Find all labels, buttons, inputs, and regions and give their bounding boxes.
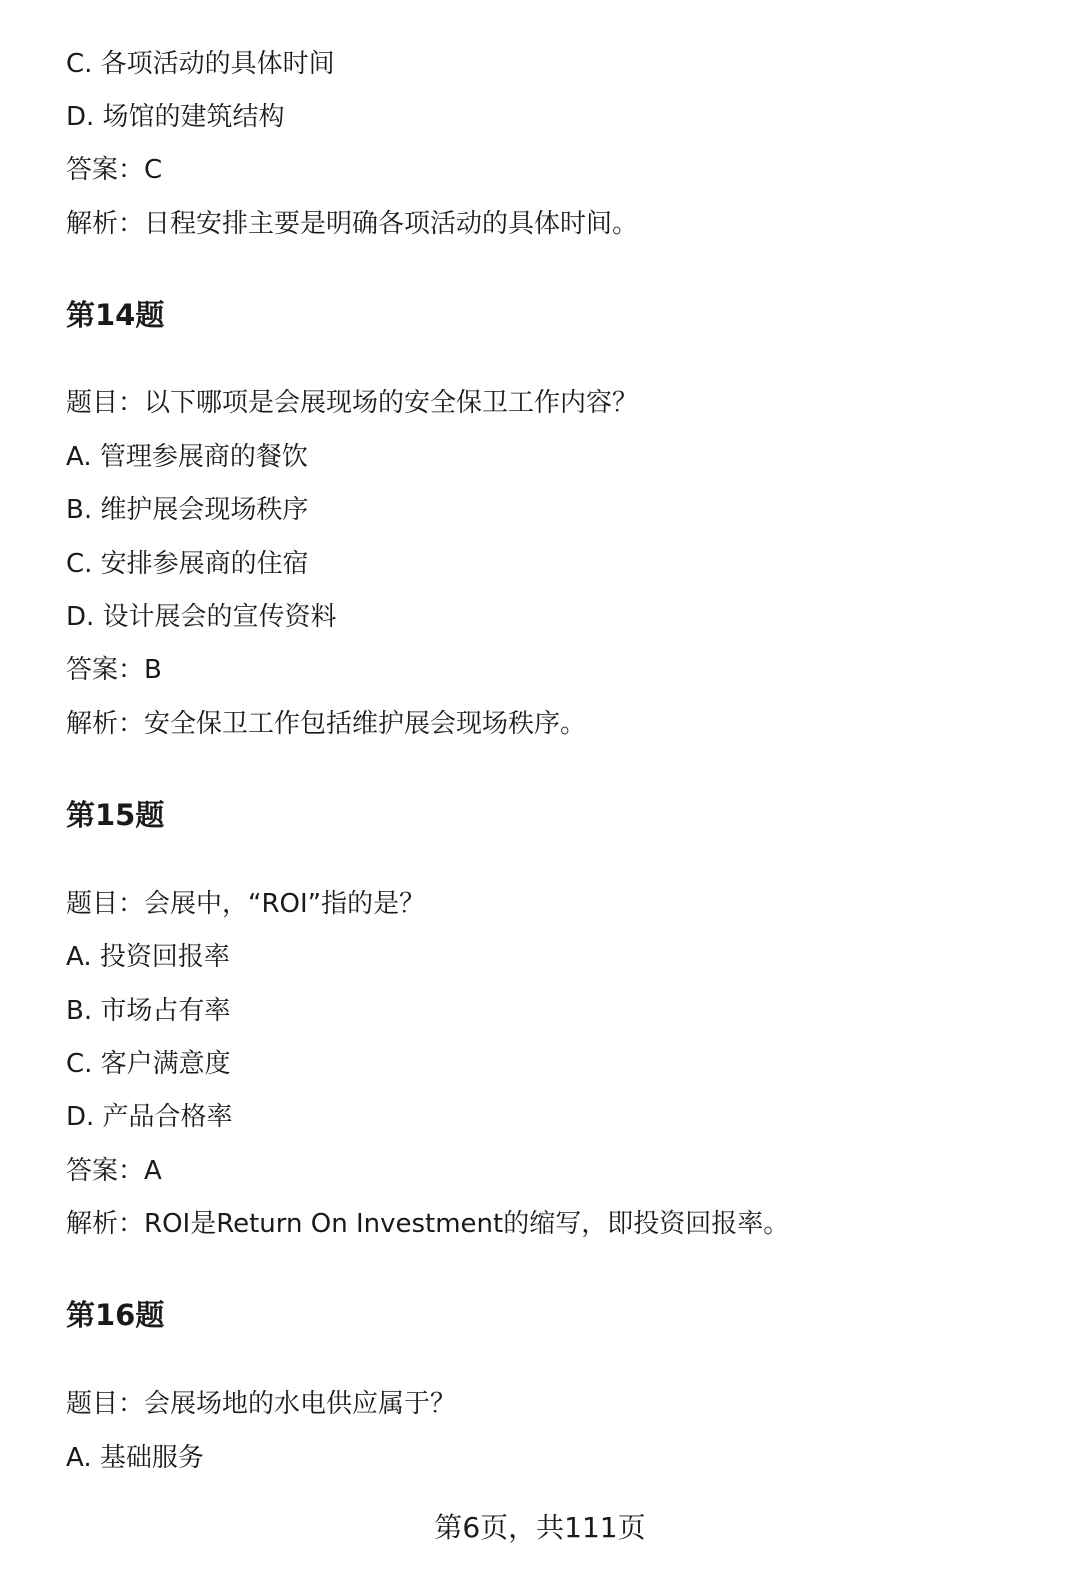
carryover-analysis: 解析：日程安排主要是明确各项活动的具体时间。 bbox=[66, 209, 639, 239]
page-number-footer: 第6页，共111页 bbox=[434, 1511, 646, 1544]
q14-answer: 答案：B bbox=[66, 655, 162, 685]
q15-option-c: C. 客户满意度 bbox=[66, 1049, 231, 1079]
carryover-option-c: C. 各项活动的具体时间 bbox=[66, 49, 335, 79]
q14-heading: 第14题 bbox=[66, 298, 165, 332]
q14-option-b: B. 维护展会现场秩序 bbox=[66, 495, 309, 525]
q15-option-b: B. 市场占有率 bbox=[66, 996, 231, 1026]
q15-heading: 第15题 bbox=[66, 798, 165, 832]
q16-option-a: A. 基础服务 bbox=[66, 1443, 204, 1473]
q15-option-d: D. 产品合格率 bbox=[66, 1102, 233, 1132]
q15-answer: 答案：A bbox=[66, 1156, 162, 1186]
carryover-option-d: D. 场馆的建筑结构 bbox=[66, 102, 285, 132]
carryover-answer: 答案：C bbox=[66, 155, 163, 185]
q14-question: 题目：以下哪项是会展现场的安全保卫工作内容？ bbox=[66, 388, 639, 418]
q15-analysis: 解析：ROI是Return On Investment的缩写，即投资回报率。 bbox=[66, 1209, 790, 1239]
q14-option-c: C. 安排参展商的住宿 bbox=[66, 549, 309, 579]
q14-option-a: A. 管理参展商的餐饮 bbox=[66, 442, 308, 472]
q14-option-d: D. 设计展会的宣传资料 bbox=[66, 602, 337, 632]
q15-option-a: A. 投资回报率 bbox=[66, 942, 230, 972]
q16-heading: 第16题 bbox=[66, 1298, 165, 1332]
q14-analysis: 解析：安全保卫工作包括维护展会现场秩序。 bbox=[66, 709, 587, 739]
q16-question: 题目：会展场地的水电供应属于？ bbox=[66, 1389, 457, 1419]
q15-question: 题目：会展中，“ROI”指的是？ bbox=[66, 889, 426, 919]
